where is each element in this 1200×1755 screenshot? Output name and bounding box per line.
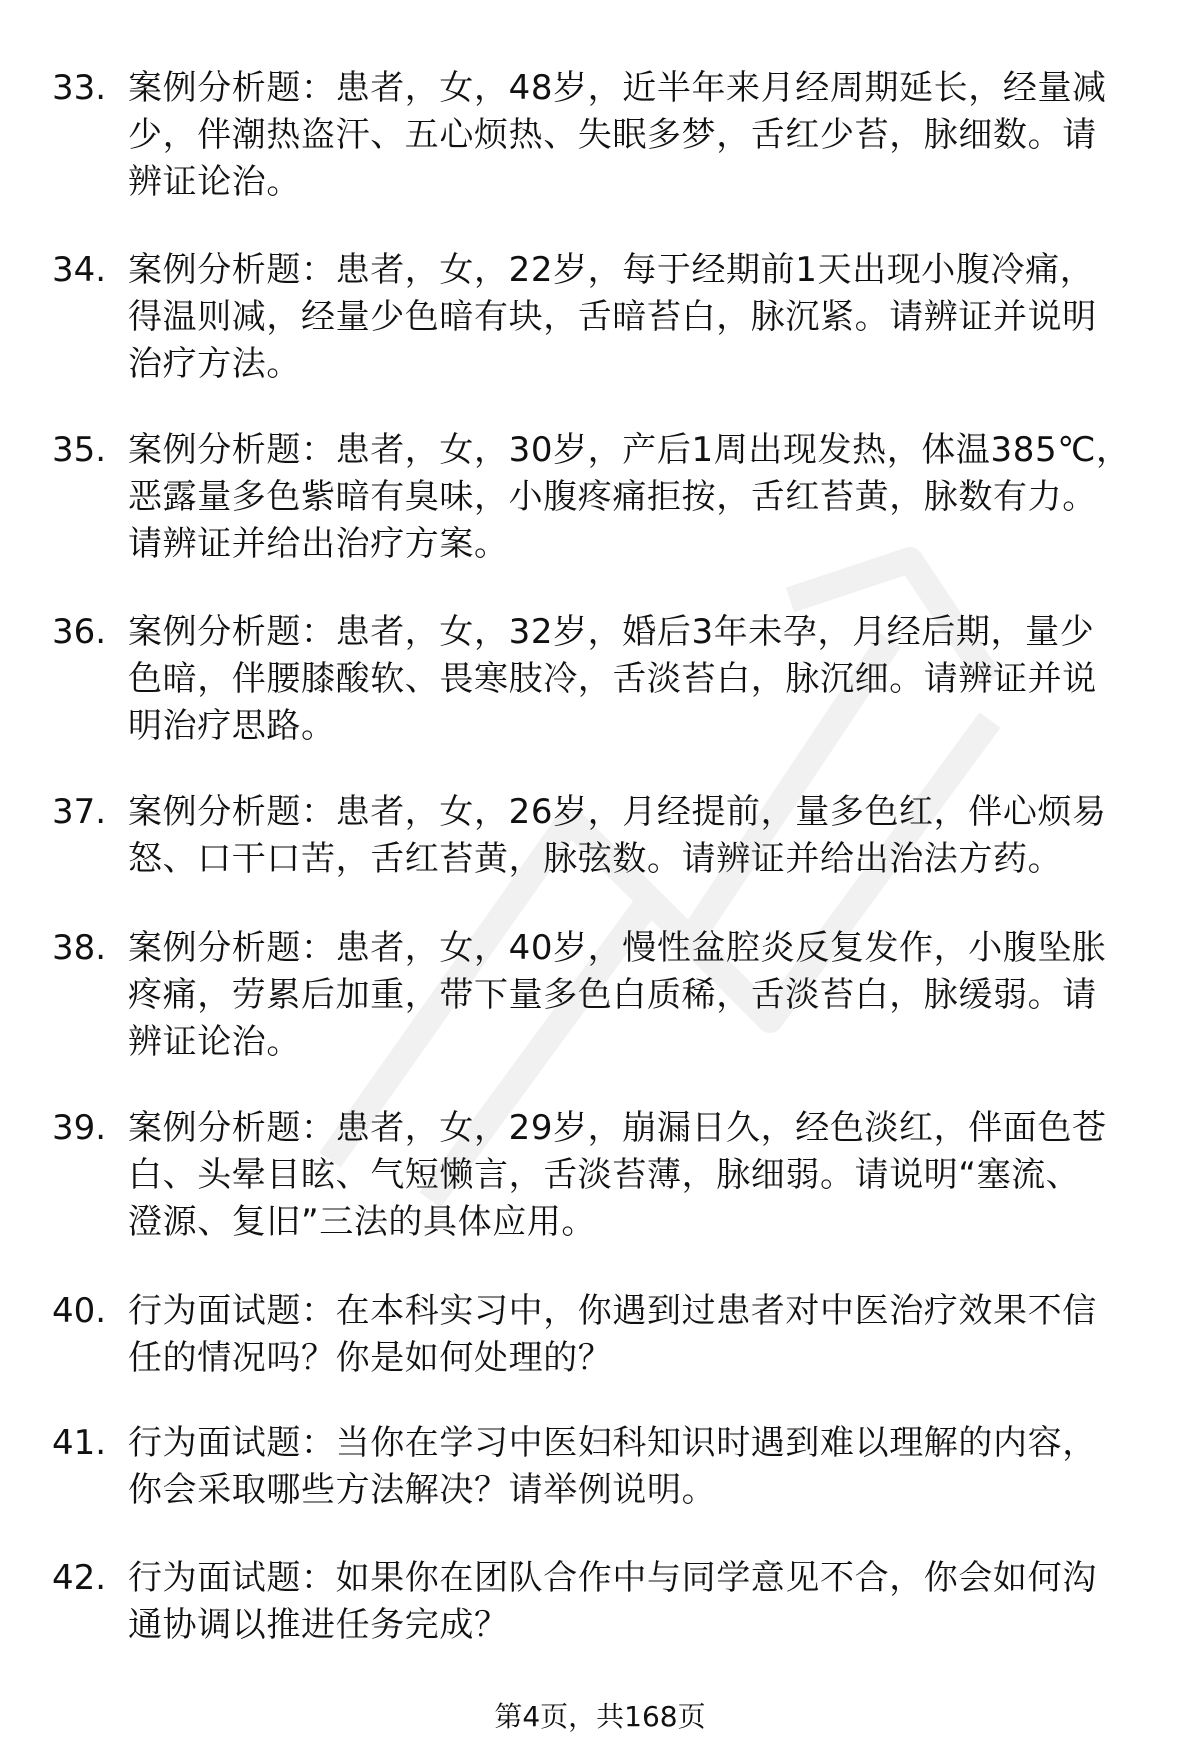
question-line: 澄源、复旧”三法的具体应用。 (128, 1202, 597, 1242)
question-line: 案例分析题：患者，女，22岁，每于经期前1天出现小腹冷痛， (128, 250, 1095, 290)
question-number: 37. (52, 792, 107, 832)
question-line: 治疗方法。 (128, 344, 301, 384)
question-line: 案例分析题：患者，女，30岁，产后1周出现发热，体温385℃， (128, 430, 1131, 470)
question-number: 35. (52, 430, 107, 470)
question-number: 42. (52, 1558, 107, 1598)
question-number: 41. (52, 1423, 107, 1463)
question-text (128, 925, 1168, 1066)
question-line: 辨证论治。 (128, 1022, 301, 1062)
question-number: 40. (52, 1291, 107, 1331)
question-line: 疼痛，劳累后加重，带下量多色白质稀，舌淡苔白，脉缓弱。请 (128, 975, 1097, 1015)
question-line: 得温则减，经量少色暗有块，舌暗苔白，脉沉紧。请辨证并说明 (128, 297, 1097, 337)
question-line: 通协调以推进任务完成？ (128, 1605, 509, 1645)
question-line: 恶露量多色紫暗有臭味，小腹疼痛拒按，舌红苔黄，脉数有力。 (128, 477, 1097, 517)
question-text (128, 65, 1168, 206)
question-text (128, 789, 1168, 883)
question-line: 案例分析题：患者，女，26岁，月经提前，量多色红，伴心烦易 (128, 792, 1107, 832)
question-text (128, 609, 1168, 750)
question-line: 辨证论治。 (128, 162, 301, 202)
question-line: 怒、口干口苦，舌红苔黄，脉弦数。请辨证并给出治法方药。 (128, 839, 1063, 879)
question-text (128, 247, 1168, 388)
question-number: 38. (52, 928, 107, 968)
question-line: 白、头晕目眩、气短懒言，舌淡苔薄，脉细弱。请说明“塞流、 (128, 1155, 1081, 1195)
question-line: 行为面试题：如果你在团队合作中与同学意见不合，你会如何沟 (128, 1558, 1097, 1598)
question-line: 你会采取哪些方法解决？请举例说明。 (128, 1470, 717, 1510)
question-text (128, 1420, 1168, 1514)
question-line: 案例分析题：患者，女，29岁，崩漏日久，经色淡红，伴面色苍 (128, 1108, 1107, 1148)
question-text (128, 427, 1168, 568)
question-number: 33. (52, 68, 107, 108)
question-line: 案例分析题：患者，女，48岁，近半年来月经周期延长，经量减 (128, 68, 1107, 108)
question-line: 明治疗思路。 (128, 706, 336, 746)
question-text (128, 1105, 1168, 1246)
question-number: 39. (52, 1108, 107, 1148)
page-number: 第4页，共168页 (494, 1700, 706, 1733)
question-text (128, 1288, 1168, 1382)
question-line: 任的情况吗？你是如何处理的？ (128, 1338, 613, 1378)
question-line: 行为面试题：在本科实习中，你遇到过患者对中医治疗效果不信 (128, 1291, 1097, 1331)
question-line: 请辨证并给出治疗方案。 (128, 524, 509, 564)
question-line: 案例分析题：患者，女，32岁，婚后3年未孕，月经后期，量少 (128, 612, 1095, 652)
question-line: 色暗，伴腰膝酸软、畏寒肢冷，舌淡苔白，脉沉细。请辨证并说 (128, 659, 1097, 699)
question-line: 行为面试题：当你在学习中医妇科知识时遇到难以理解的内容， (128, 1423, 1097, 1463)
question-number: 36. (52, 612, 107, 652)
question-line: 少，伴潮热盗汗、五心烦热、失眠多梦，舌红少苔，脉细数。请 (128, 115, 1097, 155)
question-number: 34. (52, 250, 107, 290)
question-line: 案例分析题：患者，女，40岁，慢性盆腔炎反复发作，小腹坠胀 (128, 928, 1107, 968)
question-text (128, 1555, 1168, 1649)
